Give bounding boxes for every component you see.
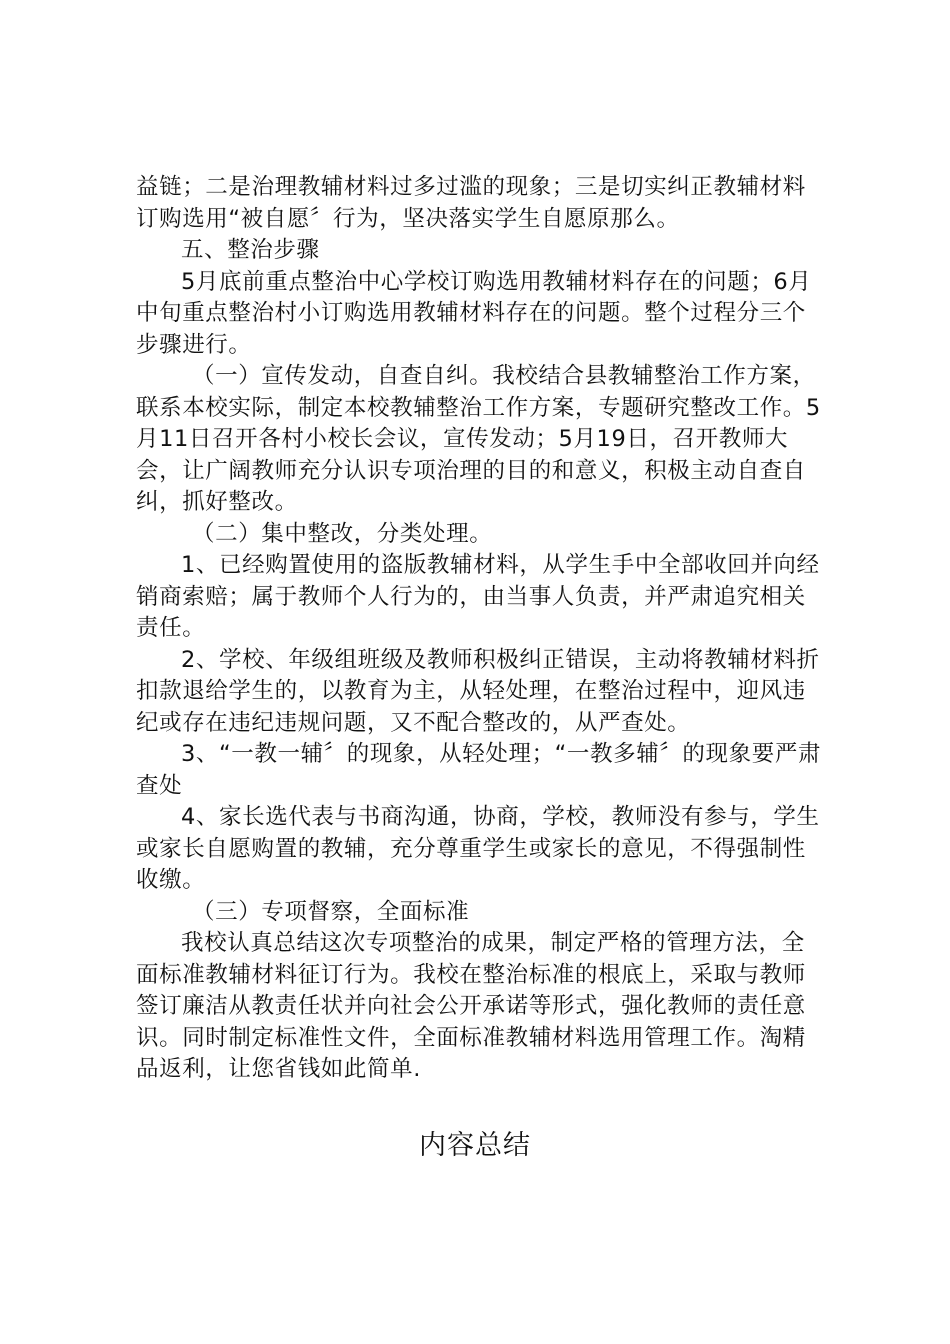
document-body — [136, 172, 826, 1086]
section-heading-steps: 五、整治步骤 — [181, 237, 320, 263]
paragraph-schedule: 5月底前重点整治中心学校订购选用教辅材料存在的问题；6月中旬重点整治村小订购选用教辅材料存在的问题。整个过程分三个步骤进行。 — [136, 268, 812, 358]
subsection-rectification: （二）集中整改，分类处理。 — [192, 520, 493, 547]
summary-title: 内容总结 — [419, 1130, 531, 1161]
subsection-inspection: （三）专项督察，全面标准 — [192, 898, 470, 925]
paragraph-conclusion: 我校认真总结这次专项整治的成果，制定严格的管理方法，全面标准教辅材料征订行为。我校在整治标准的根底上，采取与教师签订廉洁从教责任状并向社会公开承诺等形式，强化教师的责任意识。同时制定标准性文件，全面标准教辅材料选用管理工作。淘精品返利，让您省钱如此简单. — [136, 930, 806, 1082]
list-item-1: 1、已经购置使用的盗版教辅材料，从学生手中全部收回并向经销商索赔；属于教师个人行为的，由当事人负责，并严肃追究相关责任。 — [136, 552, 820, 641]
subsection-publicity: （一）宣传发动，自查自纠。我校结合县教辅整治工作方案，联系本校实际，制定本校教辅整治工作方案，专题研究整改工作。5月11日召开各村小校长会议，宣传发动；5月19日，召开教师大会，让广阔教师充分认识专项治理的目的和意义，积极主动自查自纠，抓好整改。 — [136, 363, 821, 515]
paragraph-continuation: 益链；二是治理教辅材料过多过滥的现象；三是切实纠正教辅材料订购选用“被自愿〞行为，坚决落实学生自愿原那么。 — [136, 174, 806, 232]
list-item-3: 3、“一教一辅〞的现象，从轻处理；“一教多辅〞的现象要严肃查处 — [136, 741, 822, 799]
list-item-4: 4、家长选代表与书商沟通，协商，学校，教师没有参与，学生或家长自愿购置的教辅，充分尊重学生或家长的意见，不得强制性收缴。 — [136, 804, 820, 893]
list-item-2: 2、学校、年级组班级及教师积极纠正错误，主动将教辅材料折扣款退给学生的，以教育为主，从轻处理，在整治过程中，迎风违纪或存在违纪违规问题，又不配合整改的，从严查处。 — [136, 646, 820, 736]
